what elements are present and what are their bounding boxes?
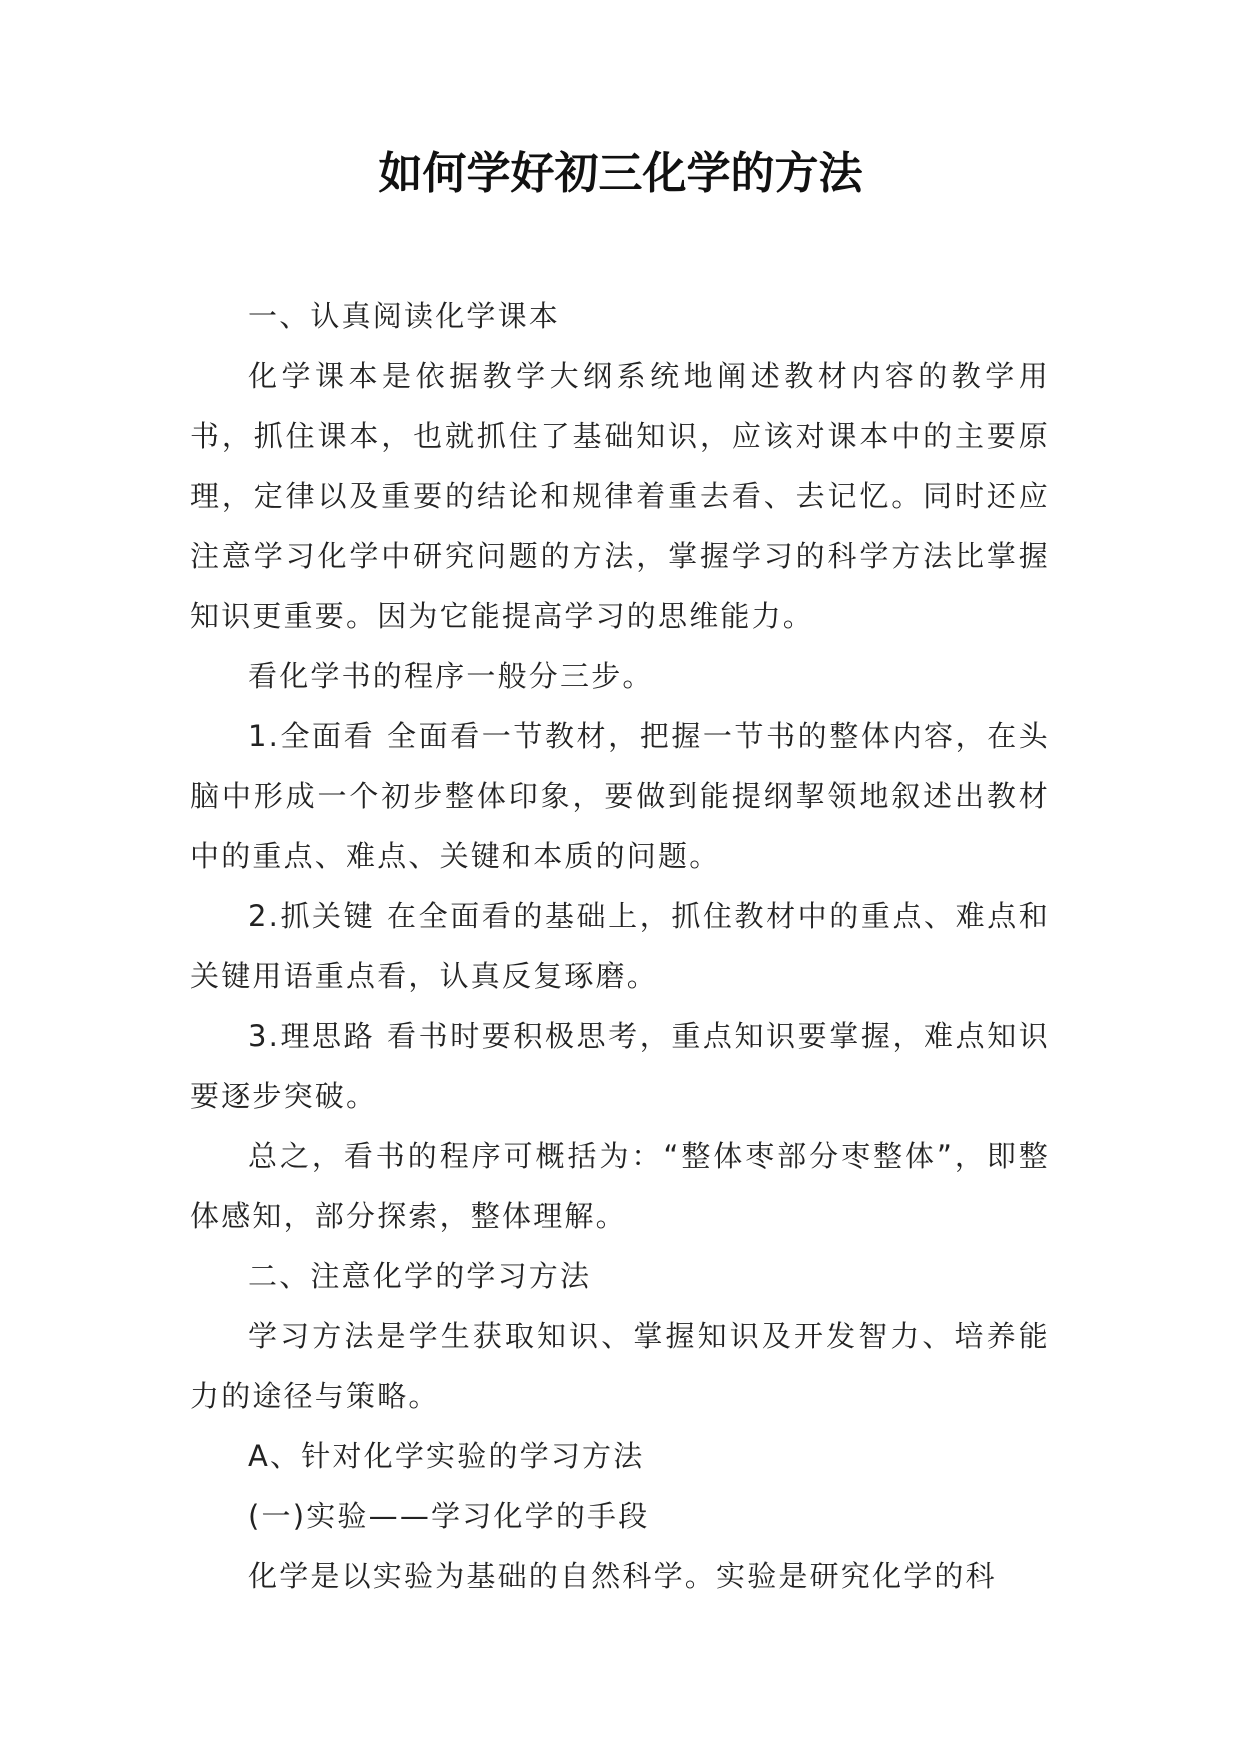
paragraph: 总之，看书的程序可概括为：“整体枣部分枣整体”，即整体感知，部分探索，整体理解。 bbox=[190, 1139, 1050, 1233]
heading-section-1: 一、认真阅读化学课本 bbox=[248, 299, 561, 333]
heading-section-2: 二、注意化学的学习方法 bbox=[248, 1259, 592, 1293]
paragraph: 化学是以实验为基础的自然科学。实验是研究化学的科 bbox=[248, 1559, 997, 1593]
document-title: 如何学好初三化学的方法 bbox=[378, 148, 863, 199]
subheading: A、针对化学实验的学习方法 bbox=[248, 1439, 645, 1473]
list-item: 1.全面看 全面看一节教材，把握一节书的整体内容，在头脑中形成一个初步整体印象，要做到能提纲挈领地叙述出教材中的重点、难点、关键和本质的问题。 bbox=[190, 719, 1050, 873]
paragraph: 看化学书的程序一般分三步。 bbox=[248, 659, 654, 693]
list-item: 2.抓关键 在全面看的基础上，抓住教材中的重点、难点和关键用语重点看，认真反复琢磨。 bbox=[190, 899, 1050, 993]
paragraph: 学习方法是学生获取知识、掌握知识及开发智力、培养能力的途径与策略。 bbox=[190, 1319, 1050, 1413]
document-body bbox=[190, 286, 1050, 1606]
list-item: 3.理思路 看书时要积极思考，重点知识要掌握，难点知识要逐步突破。 bbox=[190, 1019, 1050, 1113]
paragraph: 化学课本是依据教学大纲系统地阐述教材内容的教学用书，抓住课本，也就抓住了基础知识，应该对课本中的主要原理，定律以及重要的结论和规律着重去看、去记忆。同时还应注意学习化学中研究问题的方法，掌握学习的科学方法比掌握知识更重要。因为它能提高学习的思维能力。 bbox=[190, 359, 1050, 633]
subheading: (一)实验——学习化学的手段 bbox=[248, 1499, 650, 1533]
